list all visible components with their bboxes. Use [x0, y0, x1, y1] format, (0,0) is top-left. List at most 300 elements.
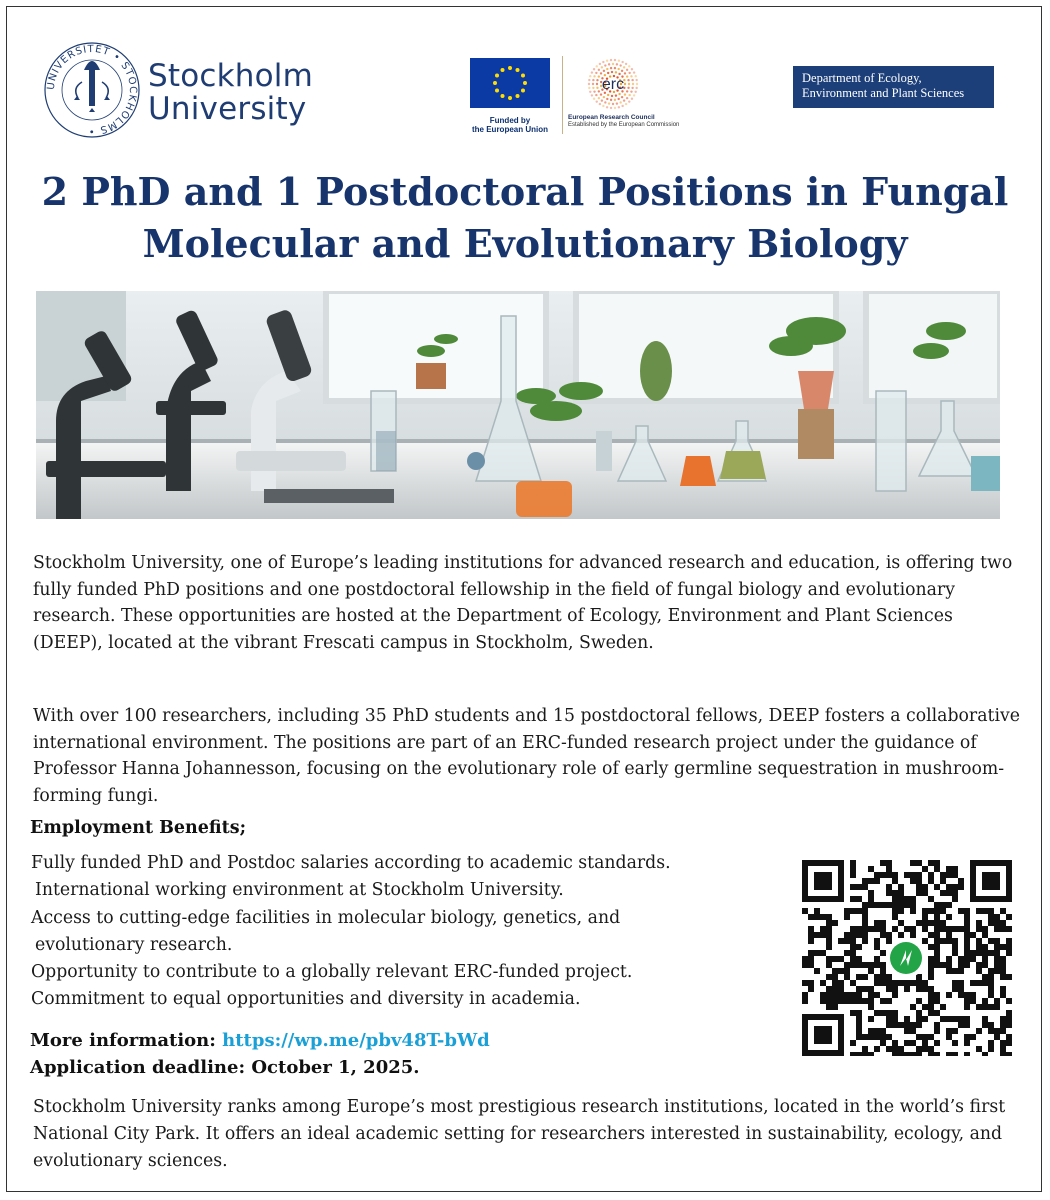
qr-module: [946, 956, 952, 962]
qr-module: [928, 920, 934, 926]
qr-module: [898, 1046, 904, 1052]
qr-module: [934, 860, 940, 866]
qr-module: [874, 878, 880, 884]
qr-module: [970, 992, 976, 998]
qr-module: [850, 908, 856, 914]
qr-module: [874, 1046, 880, 1052]
qr-module: [802, 962, 808, 968]
qr-module: [886, 1022, 892, 1028]
qr-module: [988, 1046, 994, 1052]
erc-dot-icon: [636, 83, 638, 85]
qr-module: [832, 1004, 838, 1010]
qr-module: [976, 968, 982, 974]
qr-module: [814, 968, 820, 974]
qr-module: [928, 992, 934, 998]
qr-module: [934, 998, 940, 1004]
erc-dot-icon: [617, 98, 619, 100]
qr-module: [910, 1040, 916, 1046]
erc-dot-icon: [630, 75, 632, 77]
qr-module: [1000, 908, 1006, 914]
erc-dot-icon: [635, 87, 637, 89]
qr-module: [808, 938, 814, 944]
qr-module: [964, 1022, 970, 1028]
qr-module: [910, 860, 916, 866]
qr-module: [820, 932, 826, 938]
qr-module: [958, 962, 964, 968]
qr-module: [904, 902, 910, 908]
qr-module: [850, 884, 856, 890]
qr-module: [976, 944, 982, 950]
erc-dot-icon: [602, 61, 604, 63]
qr-module: [886, 998, 892, 1004]
eu-star-icon: [501, 68, 505, 72]
qr-module: [940, 872, 946, 878]
qr-module: [934, 932, 940, 938]
qr-module: [910, 1004, 916, 1010]
qr-module: [886, 1034, 892, 1040]
qr-module: [1000, 968, 1006, 974]
qr-module: [1006, 974, 1012, 980]
qr-module: [898, 1022, 904, 1028]
qr-module: [1000, 1016, 1006, 1022]
qr-module: [964, 992, 970, 998]
qr-module: [928, 1034, 934, 1040]
qr-module: [886, 860, 892, 866]
qr-module: [826, 914, 832, 920]
erc-dot-icon: [593, 90, 595, 92]
eu-caption-line2: the European Union: [472, 125, 548, 134]
qr-module: [946, 962, 952, 968]
qr-module: [850, 938, 856, 944]
university-name-line1: Stockholm: [148, 58, 314, 94]
qr-module: [976, 920, 982, 926]
erc-dot-icon: [610, 67, 612, 69]
qr-module: [874, 956, 880, 962]
qr-module: [868, 878, 874, 884]
qr-module: [934, 1010, 940, 1016]
qr-module: [910, 932, 916, 938]
erc-dot-icon: [621, 105, 623, 107]
qr-module: [814, 950, 820, 956]
qr-module: [958, 986, 964, 992]
qr-module: [868, 926, 874, 932]
qr-module: [838, 980, 844, 986]
qr-module: [958, 968, 964, 974]
erc-dot-icon: [606, 106, 608, 108]
erc-dots-icon: [568, 56, 658, 112]
qr-module: [952, 938, 958, 944]
qr-module: [988, 1028, 994, 1034]
erc-dot-icon: [626, 75, 628, 77]
qr-module: [832, 986, 838, 992]
qr-module: [850, 926, 856, 932]
qr-module: [910, 872, 916, 878]
qr-module: [988, 986, 994, 992]
qr-module: [826, 944, 832, 950]
erc-dot-icon: [606, 98, 608, 100]
qr-module: [1000, 1028, 1006, 1034]
qr-module: [826, 1004, 832, 1010]
qr-module: [874, 974, 880, 980]
erc-dot-icon: [603, 96, 605, 98]
benefit-item: Fully funded PhD and Postdoc salaries according to academic standards.: [31, 853, 671, 873]
qr-module: [892, 926, 898, 932]
qr-module: [994, 950, 1000, 956]
qr-module: [976, 938, 982, 944]
qr-module: [832, 956, 838, 962]
erc-dot-icon: [610, 107, 612, 109]
qr-module: [976, 1028, 982, 1034]
qr-module: [958, 956, 964, 962]
qr-module: [934, 956, 940, 962]
qr-module: [922, 938, 928, 944]
qr-module: [892, 872, 898, 878]
qr-module: [802, 980, 808, 986]
qr-module: [952, 866, 958, 872]
qr-module: [1000, 956, 1006, 962]
qr-module: [844, 992, 850, 998]
erc-dot-icon: [611, 95, 613, 97]
qr-module: [982, 1022, 988, 1028]
qr-finder-bottom-left: [802, 1014, 844, 1056]
qr-module: [874, 872, 880, 878]
qr-module: [826, 992, 832, 998]
qr-module: [898, 908, 904, 914]
seal-ring-text: UNIVERSITET • STOCKHOLMS •: [45, 43, 139, 137]
qr-module: [1006, 1016, 1012, 1022]
qr-module: [952, 980, 958, 986]
qr-module: [808, 914, 814, 920]
erc-dot-icon: [621, 70, 623, 72]
qr-module: [892, 1040, 898, 1046]
qr-module: [844, 962, 850, 968]
qr-module: [880, 926, 886, 932]
qr-module: [934, 992, 940, 998]
qr-module: [844, 974, 850, 980]
qr-module: [844, 950, 850, 956]
qr-module: [1000, 992, 1006, 998]
qr-module: [964, 938, 970, 944]
erc-dot-icon: [633, 71, 635, 73]
erc-dot-icon: [592, 87, 594, 89]
erc-dot-icon: [588, 83, 590, 85]
qr-module: [976, 980, 982, 986]
qr-module: [850, 956, 856, 962]
qr-module: [868, 896, 874, 902]
qr-module: [910, 902, 916, 908]
qr-module: [862, 908, 868, 914]
qr-module: [934, 866, 940, 872]
qr-module: [988, 968, 994, 974]
qr-module: [808, 986, 814, 992]
qr-module: [826, 926, 832, 932]
qr-module: [940, 878, 946, 884]
erc-dot-icon: [592, 79, 594, 81]
qr-module: [928, 878, 934, 884]
more-information: [30, 1030, 490, 1051]
qr-module: [832, 980, 838, 986]
benefit-item: Opportunity to contribute to a globally relevant ERC-funded project.: [31, 962, 633, 983]
erc-dot-icon: [618, 93, 620, 95]
qr-module: [874, 1034, 880, 1040]
erc-dot-icon: [628, 83, 630, 85]
qr-module: [814, 914, 820, 920]
qr-module: [916, 1052, 922, 1056]
qr-module: [844, 968, 850, 974]
erc-dot-icon: [612, 103, 614, 105]
closing-paragraph: Stockholm University ranks among Europe’s most prestigious research institutions, located in the world’s first National City Park. It offers an ideal academic setting for researchers interested in sustainability, ecology, and evolutionary sciences.: [33, 1097, 1006, 1171]
qr-module: [832, 998, 838, 1004]
qr-module: [898, 896, 904, 902]
qr-finder-top-left: [802, 860, 844, 902]
qr-module: [946, 1034, 952, 1040]
erc-dot-icon: [591, 71, 593, 73]
more-info-link[interactable]: https://wp.me/pbv48T-bWd: [222, 1030, 490, 1051]
qr-module: [820, 926, 826, 932]
qr-module: [988, 980, 994, 986]
erc-dot-icon: [631, 79, 633, 81]
qr-module: [916, 1016, 922, 1022]
qr-module: [994, 938, 1000, 944]
erc-dot-icon: [604, 64, 606, 66]
qr-module: [1006, 944, 1012, 950]
benefit-item: Commitment to equal opportunities and diversity in academia.: [31, 989, 581, 1010]
qr-module: [964, 914, 970, 920]
qr-module: [826, 956, 832, 962]
qr-module: [982, 956, 988, 962]
qr-module: [982, 962, 988, 968]
qr-module: [892, 896, 898, 902]
qr-module: [916, 878, 922, 884]
qr-module: [934, 902, 940, 908]
qr-module: [982, 908, 988, 914]
erc-dot-icon: [621, 61, 623, 63]
erc-dot-icon: [614, 107, 616, 109]
erc-dot-icon: [618, 60, 620, 62]
erc-dot-icon: [588, 87, 590, 89]
erc-dot-icon: [599, 63, 601, 65]
qr-module: [934, 950, 940, 956]
qr-module: [940, 938, 946, 944]
qr-module: [838, 992, 844, 998]
qr-module: [976, 908, 982, 914]
erc-dot-icon: [593, 98, 595, 100]
qr-module: [970, 950, 976, 956]
eu-star-icon: [508, 96, 512, 100]
qr-module: [976, 950, 982, 956]
qr-module: [958, 908, 964, 914]
qr-module: [862, 1046, 868, 1052]
qr-module: [862, 962, 868, 968]
erc-wordmark: erc: [601, 76, 625, 93]
erc-dot-icon: [607, 94, 609, 96]
erc-dot-icon: [604, 101, 606, 103]
qr-module: [928, 908, 934, 914]
qr-module: [952, 944, 958, 950]
qr-module: [880, 860, 886, 866]
benefits-list: [31, 850, 791, 1014]
qr-module: [832, 920, 838, 926]
qr-module: [826, 962, 832, 968]
qr-code[interactable]: [802, 860, 1012, 1056]
erc-dot-icon: [632, 83, 634, 85]
erc-dot-icon: [598, 69, 600, 71]
qr-module: [988, 914, 994, 920]
qr-module: [946, 866, 952, 872]
qr-module: [994, 998, 1000, 1004]
qr-module: [928, 986, 934, 992]
erc-dot-icon: [624, 72, 626, 74]
eu-star-icon: [521, 89, 525, 93]
qr-module: [808, 950, 814, 956]
qr-module: [952, 1028, 958, 1034]
title-line1: 2 PhD and 1 Postdoctoral Positions in Fungal: [41, 169, 1009, 214]
erc-dot-icon: [625, 63, 627, 65]
qr-module: [910, 980, 916, 986]
erc-dot-icon: [610, 99, 612, 101]
qr-module: [1006, 1022, 1012, 1028]
qr-module: [946, 968, 952, 974]
qr-module: [982, 944, 988, 950]
erc-dot-icon: [630, 90, 632, 92]
erc-dot-icon: [598, 90, 600, 92]
qr-module: [982, 980, 988, 986]
erc-dot-icon: [601, 99, 603, 101]
qr-module: [916, 884, 922, 890]
eu-star-icon: [495, 74, 499, 78]
qr-module: [856, 986, 862, 992]
qr-module: [934, 938, 940, 944]
qr-module: [814, 932, 820, 938]
erc-dot-icon: [607, 72, 609, 74]
qr-module: [898, 920, 904, 926]
qr-module: [1000, 1022, 1006, 1028]
qr-module: [982, 1052, 988, 1056]
erc-dot-icon: [596, 83, 598, 85]
qr-module: [994, 956, 1000, 962]
qr-module: [982, 932, 988, 938]
qr-module: [868, 1004, 874, 1010]
erc-dot-icon: [614, 67, 616, 69]
qr-module: [856, 1052, 862, 1056]
qr-module: [856, 998, 862, 1004]
qr-module: [934, 962, 940, 968]
qr-module: [820, 998, 826, 1004]
qr-module: [826, 938, 832, 944]
qr-module: [982, 1016, 988, 1022]
eu-star-icon: [521, 74, 525, 78]
qr-module: [874, 938, 880, 944]
qr-module: [892, 1052, 898, 1056]
eu-star-icon: [493, 81, 497, 85]
qr-module: [964, 998, 970, 1004]
qr-module: [1006, 998, 1012, 1004]
qr-module: [880, 902, 886, 908]
erc-dot-icon: [631, 68, 633, 70]
qr-module: [934, 1040, 940, 1046]
eu-funding-logo: [470, 58, 550, 138]
qr-module: [874, 944, 880, 950]
qr-module: [880, 1034, 886, 1040]
qr-module: [838, 956, 844, 962]
erc-dot-icon: [612, 63, 614, 65]
qr-module: [868, 1052, 874, 1056]
qr-module: [952, 872, 958, 878]
qr-module: [1006, 1010, 1012, 1016]
erc-dot-icon: [623, 66, 625, 68]
qr-module: [964, 920, 970, 926]
erc-dot-icon: [617, 68, 619, 70]
qr-module: [808, 962, 814, 968]
qr-module: [928, 1004, 934, 1010]
qr-module: [808, 932, 814, 938]
qr-module: [880, 920, 886, 926]
qr-module: [958, 926, 964, 932]
qr-module: [934, 920, 940, 926]
qr-module: [868, 968, 874, 974]
qr-module: [892, 986, 898, 992]
erc-dot-icon: [589, 91, 591, 93]
qr-module: [1000, 986, 1006, 992]
qr-module: [922, 866, 928, 872]
qr-module: [898, 932, 904, 938]
erc-dot-icon: [627, 87, 629, 89]
qr-module: [856, 932, 862, 938]
qr-module: [964, 1052, 970, 1056]
qr-module: [952, 884, 958, 890]
qr-module: [922, 884, 928, 890]
qr-module: [850, 944, 856, 950]
erc-dot-icon: [595, 72, 597, 74]
erc-dot-icon: [589, 75, 591, 77]
qr-module: [940, 1016, 946, 1022]
erc-dot-icon: [618, 106, 620, 108]
qr-module: [1006, 950, 1012, 956]
qr-module: [988, 1022, 994, 1028]
qr-module: [916, 890, 922, 896]
erc-dot-icon: [634, 91, 636, 93]
erc-dot-icon: [600, 72, 602, 74]
qr-module: [880, 980, 886, 986]
erc-dot-icon: [615, 94, 617, 96]
qr-module: [964, 950, 970, 956]
qr-module: [928, 968, 934, 974]
qr-module: [964, 1040, 970, 1046]
qr-module: [946, 1028, 952, 1034]
qr-module: [880, 998, 886, 1004]
qr-module: [880, 872, 886, 878]
qr-module: [856, 956, 862, 962]
qr-module: [994, 914, 1000, 920]
erc-dot-icon: [627, 79, 629, 81]
erc-dot-icon: [618, 73, 620, 75]
erc-dot-icon: [595, 94, 597, 96]
qr-module: [928, 1046, 934, 1052]
erc-dot-icon: [633, 94, 635, 96]
qr-module: [970, 998, 976, 1004]
erc-dot-icon: [626, 69, 628, 71]
erc-dot-icon: [611, 71, 613, 73]
qr-module: [850, 992, 856, 998]
erc-dot-icon: [623, 99, 625, 101]
qr-module: [958, 992, 964, 998]
qr-module: [904, 1052, 910, 1056]
erc-dot-icon: [628, 94, 630, 96]
qr-module: [892, 1010, 898, 1016]
more-info-label: More information:: [30, 1030, 223, 1051]
intro-paragraph-2: With over 100 researchers, including 35 PhD students and 15 postdoctoral fellows, DEEP fosters a collaborative international environment. The positions are part of an ERC-funded research project under the guidance of Professor Hanna Johannesson, focusing on the evolutionary role of early germline sequestration in mushroom-forming fungi.: [33, 706, 1020, 806]
qr-module: [910, 908, 916, 914]
